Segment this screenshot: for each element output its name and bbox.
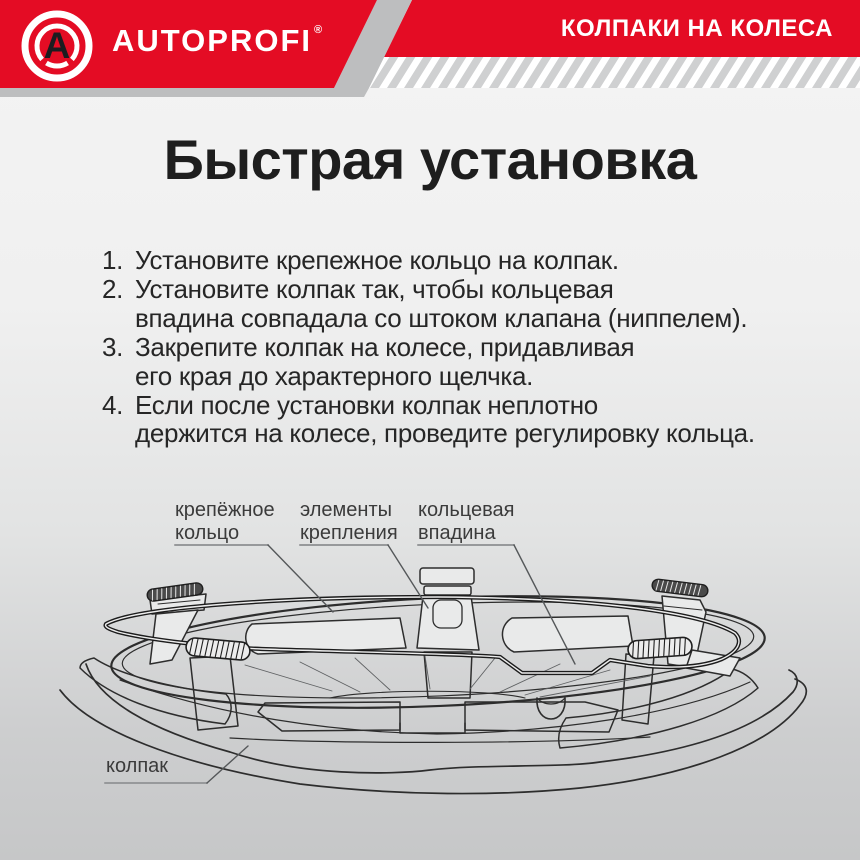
label-ring-recess: кольцевая впадина <box>418 499 515 544</box>
header-tagline: КОЛПАКИ НА КОЛЕСА <box>560 15 833 42</box>
instruction-item <box>102 391 755 449</box>
instruction-item <box>102 333 755 391</box>
item-line: Если после установки колпак неплотно <box>135 389 598 420</box>
wheel-cap-diagram <box>0 540 860 860</box>
instruction-list <box>102 246 755 448</box>
item-number: 4. <box>102 389 124 420</box>
item-line: его края до характерного щелчка. <box>135 360 534 391</box>
label-cap: колпак <box>106 755 169 777</box>
center-tab <box>417 568 479 650</box>
page-title: Быстрая установка <box>163 128 697 191</box>
brand-text: AUTOPROFI <box>112 23 312 58</box>
brand-name <box>112 23 322 59</box>
item-number: 1. <box>102 245 124 275</box>
label-fastening-elements: элементы крепления <box>300 499 398 544</box>
ledge-step <box>400 723 465 733</box>
leader-lines <box>207 545 575 783</box>
right-spring-coil <box>627 637 692 659</box>
item-line: Закрепите колпак на колесе, придавливая <box>135 331 635 362</box>
gray-bottom-band <box>0 88 369 97</box>
floor-edge <box>230 737 650 742</box>
instruction-item <box>102 246 755 275</box>
ledge-right-bar <box>465 702 618 732</box>
middle-rib-right <box>502 616 633 652</box>
item-line: Установите колпак так, чтобы кольцевая <box>135 273 614 304</box>
registered-mark: ® <box>314 24 323 36</box>
brand-logo-letter: A <box>43 25 71 66</box>
hazard-stripes <box>369 57 860 88</box>
right-pocket-rib <box>559 669 758 748</box>
item-number: 3. <box>102 331 124 362</box>
item-line: впадина совпадала со штоком клапана (ниппелем). <box>135 302 748 333</box>
item-line: Установите крепежное кольцо на колпак. <box>135 245 619 275</box>
item-number: 2. <box>102 273 124 304</box>
instruction-item <box>102 275 755 333</box>
label-fastening-ring: крепёжное кольцо <box>175 499 275 544</box>
item-line: держится на колесе, проведите регулировку кольца. <box>135 418 755 449</box>
top-right-spring-coil <box>651 579 708 598</box>
